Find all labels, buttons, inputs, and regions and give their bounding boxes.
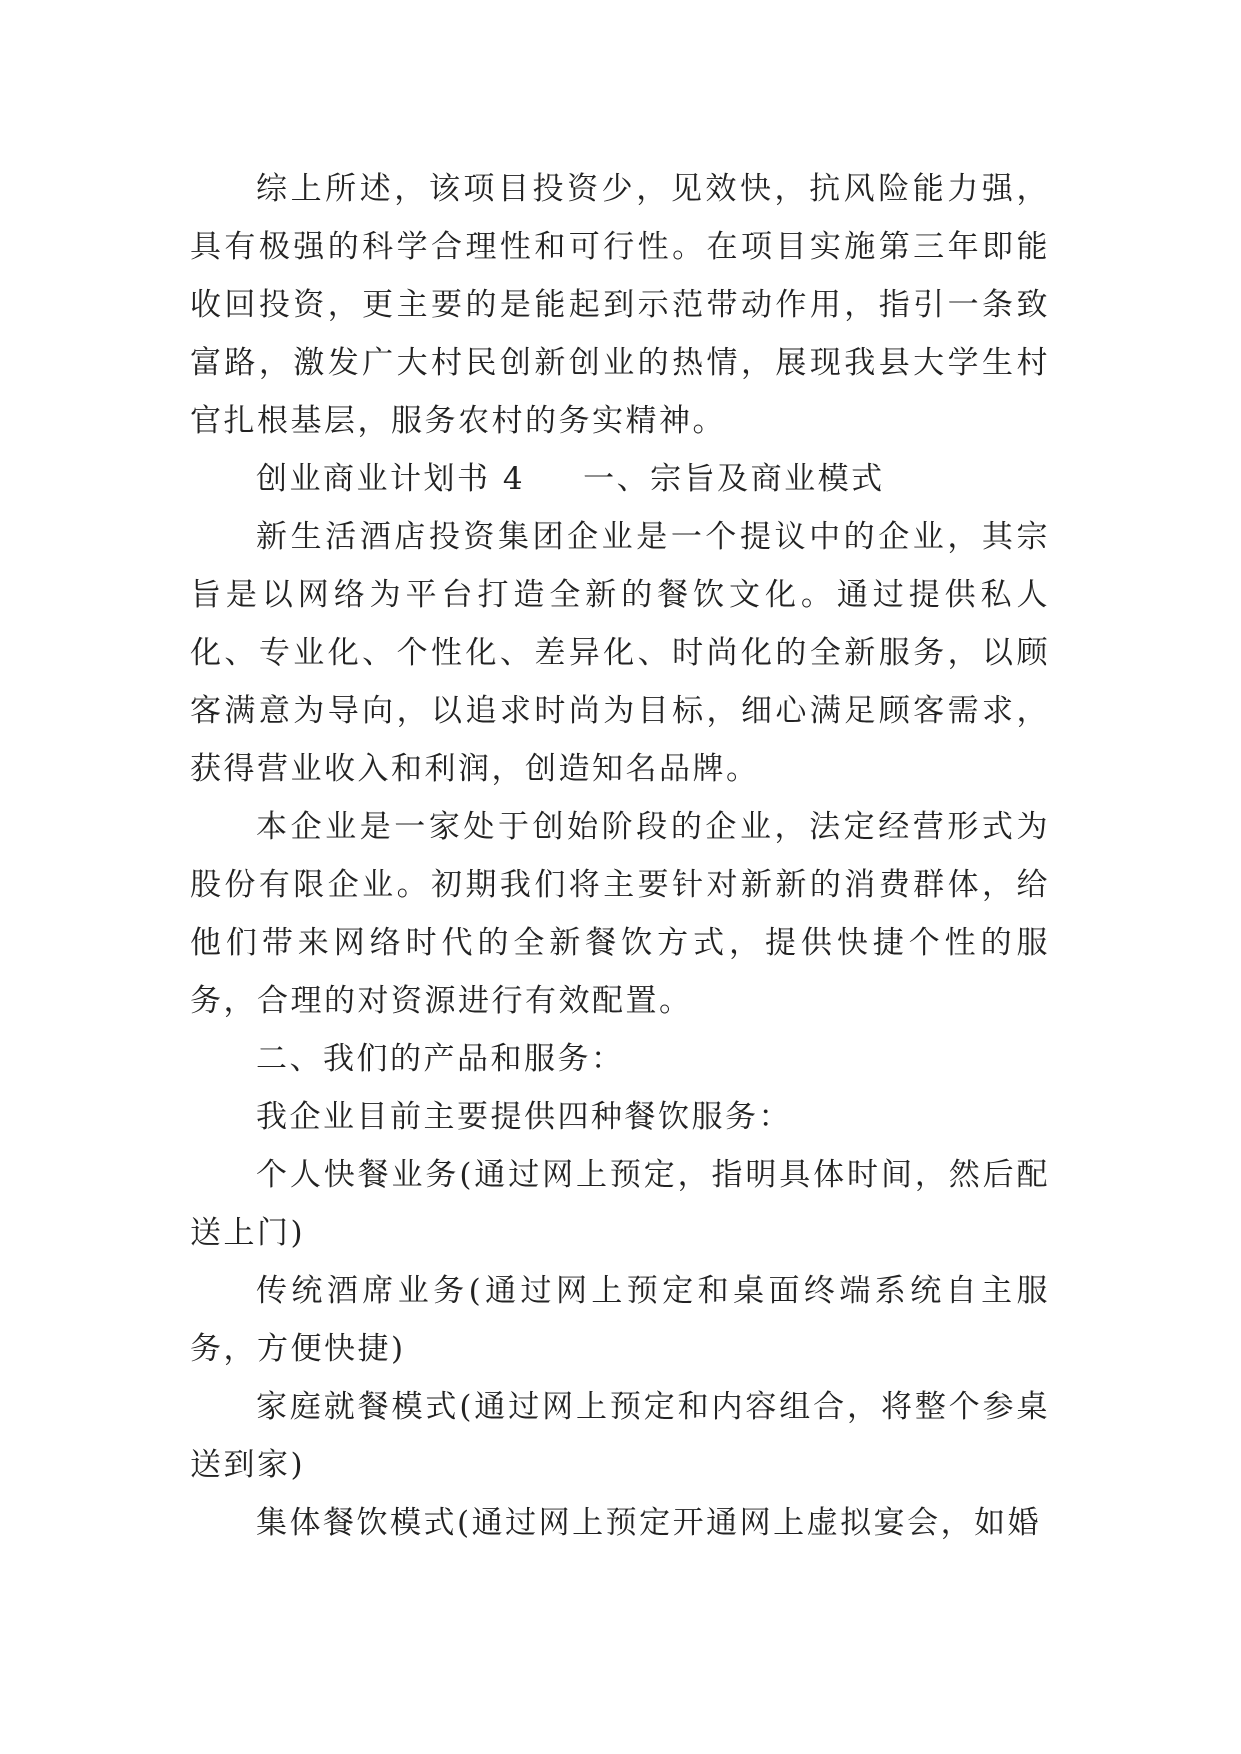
- summary-paragraph: 综上所述，该项目投资少，见效快，抗风险能力强，具有极强的科学合理性和可行性。在项目实施第三年即能收回投资，更主要的是能起到示范带动作用，指引一条致富路，激发广大村民创新创业的热情，展现我县大学生村官扎根基层，服务农村的务实精神。: [190, 171, 1050, 439]
- service-item-1: 个人快餐业务(通过网上预定，指明具体时间，然后配送上门): [190, 1157, 1050, 1251]
- section-subtitle: 一、宗旨及商业模式: [583, 461, 885, 497]
- section-heading: [190, 450, 1050, 508]
- products-heading: 二、我们的产品和服务：: [256, 1041, 625, 1077]
- mission-paragraph: 新生活酒店投资集团企业是一个提议中的企业，其宗旨是以网络为平台打造全新的餐饮文化。通过提供私人化、专业化、个性化、差异化、时尚化的全新服务，以顾客满意为导向，以追求时尚为目标，细心满足顾客需求，获得营业收入和利润，创造知名品牌。: [190, 519, 1050, 787]
- section-title: 创业商业计划书 4: [256, 461, 526, 497]
- service-item-2: 传统酒席业务(通过网上预定和桌面终端系统自主服务，方便快捷): [190, 1273, 1050, 1367]
- service-item-3: 家庭就餐模式(通过网上预定和内容组合，将整个参桌送到家): [190, 1389, 1050, 1483]
- service-item-4: 集体餐饮模式(通过网上预定开通网上虚拟宴会，如婚: [256, 1505, 1042, 1541]
- document-body: [190, 160, 1050, 1552]
- services-intro: 我企业目前主要提供四种餐饮服务：: [256, 1099, 792, 1135]
- company-paragraph: 本企业是一家处于创始阶段的企业，法定经营形式为股份有限企业。初期我们将主要针对新新的消费群体，给他们带来网络时代的全新餐饮方式，提供快捷个性的服务，合理的对资源进行有效配置。: [190, 809, 1050, 1019]
